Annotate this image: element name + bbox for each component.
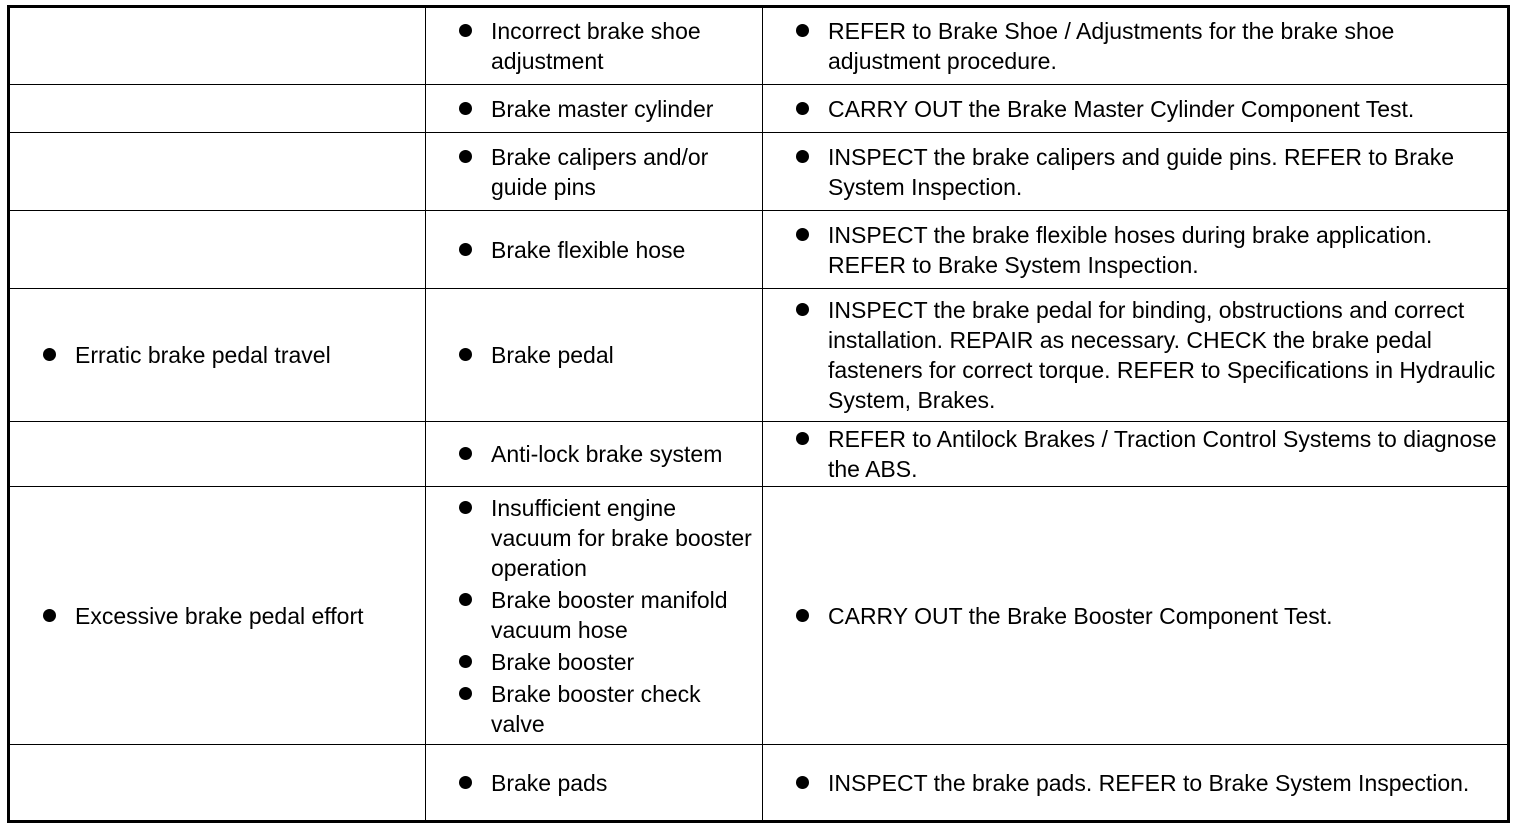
bullet-icon bbox=[459, 593, 472, 606]
bullet-icon bbox=[796, 776, 809, 789]
action-cell bbox=[763, 745, 1509, 822]
source-list bbox=[452, 340, 752, 370]
symptom-cell bbox=[9, 487, 426, 745]
action-cell bbox=[763, 289, 1509, 422]
symptom-cell bbox=[9, 7, 426, 85]
bullet-icon bbox=[796, 24, 809, 37]
table-row bbox=[9, 85, 1509, 133]
source-text: Brake calipers and/or guide pins bbox=[491, 143, 709, 200]
table-row bbox=[9, 289, 1509, 422]
bullet-icon bbox=[459, 243, 472, 256]
action-list bbox=[789, 295, 1499, 415]
source-text: Brake booster manifold vacuum hose bbox=[491, 586, 728, 643]
source-item bbox=[452, 768, 752, 798]
source-text: Anti-lock brake system bbox=[491, 441, 723, 467]
source-cell bbox=[426, 85, 763, 133]
bullet-icon bbox=[459, 447, 472, 460]
bullet-icon bbox=[796, 609, 809, 622]
symptom-item bbox=[36, 601, 417, 631]
source-list bbox=[452, 439, 752, 469]
source-item bbox=[452, 647, 752, 677]
action-item bbox=[789, 768, 1499, 798]
bullet-icon bbox=[796, 102, 809, 115]
source-item bbox=[452, 94, 752, 124]
bullet-icon bbox=[459, 687, 472, 700]
source-item bbox=[452, 340, 752, 370]
symptom-list bbox=[36, 340, 417, 370]
table-row bbox=[9, 211, 1509, 289]
bullet-icon bbox=[459, 102, 472, 115]
source-text: Brake booster bbox=[491, 648, 635, 675]
source-cell bbox=[426, 211, 763, 289]
source-cell bbox=[426, 289, 763, 422]
action-item bbox=[789, 16, 1499, 76]
table-row bbox=[9, 7, 1509, 85]
bullet-icon bbox=[459, 150, 472, 163]
action-text: INSPECT the brake flexible hoses during brake application. REFER to Brake System Inspection. bbox=[828, 221, 1433, 278]
diagnosis-table bbox=[7, 5, 1510, 823]
source-text: Incorrect brake shoe adjustment bbox=[491, 18, 701, 74]
bullet-icon bbox=[796, 303, 809, 316]
source-cell bbox=[426, 487, 763, 745]
diagnosis-table-body bbox=[9, 7, 1509, 822]
table-row bbox=[9, 745, 1509, 822]
table-row bbox=[9, 133, 1509, 211]
source-list bbox=[452, 94, 752, 124]
action-item bbox=[789, 424, 1499, 484]
action-cell bbox=[763, 211, 1509, 289]
source-item bbox=[452, 585, 752, 645]
bullet-icon bbox=[43, 609, 56, 622]
bullet-icon bbox=[459, 24, 472, 37]
table-row bbox=[9, 487, 1509, 745]
action-item bbox=[789, 142, 1499, 202]
symptom-cell bbox=[9, 133, 426, 211]
bullet-icon bbox=[459, 655, 472, 668]
action-item bbox=[789, 94, 1499, 124]
source-text: Insufficient engine vacuum for brake booster operation bbox=[491, 494, 752, 581]
source-item bbox=[452, 16, 752, 76]
symptom-cell bbox=[9, 422, 426, 487]
source-text: Brake flexible hose bbox=[491, 236, 686, 263]
bullet-icon bbox=[43, 348, 56, 361]
symptom-text: Excessive brake pedal effort bbox=[75, 602, 364, 629]
action-text: INSPECT the brake calipers and guide pins. REFER to Brake System Inspection. bbox=[828, 143, 1454, 200]
action-list bbox=[789, 16, 1499, 76]
source-item bbox=[452, 142, 752, 202]
action-item bbox=[789, 295, 1499, 415]
bullet-icon bbox=[796, 432, 809, 445]
table-row bbox=[9, 422, 1509, 487]
source-item bbox=[452, 679, 752, 739]
action-list bbox=[789, 424, 1499, 484]
action-list bbox=[789, 601, 1499, 631]
action-text: CARRY OUT the Brake Booster Component Test. bbox=[828, 602, 1333, 629]
action-text: INSPECT the brake pedal for binding, obstructions and correct installation. REPAIR as necessary. CHECK the brake pedal fasteners for correct torque. REFER to Specifications in Hydraulic System, Brakes. bbox=[828, 297, 1496, 413]
action-text: REFER to Brake Shoe / Adjustments for the brake shoe adjustment procedure. bbox=[828, 18, 1395, 74]
action-cell bbox=[763, 133, 1509, 211]
symptom-cell bbox=[9, 211, 426, 289]
action-item bbox=[789, 601, 1499, 631]
action-text: REFER to Antilock Brakes / Traction Control Systems to diagnose the ABS. bbox=[828, 426, 1497, 482]
source-list bbox=[452, 493, 752, 739]
source-text: Brake pads bbox=[491, 769, 608, 796]
bullet-icon bbox=[796, 150, 809, 163]
source-list bbox=[452, 235, 752, 265]
bullet-icon bbox=[796, 228, 809, 241]
action-list bbox=[789, 768, 1499, 798]
action-cell bbox=[763, 85, 1509, 133]
source-item bbox=[452, 235, 752, 265]
symptom-list bbox=[36, 601, 417, 631]
action-list bbox=[789, 220, 1499, 280]
symptom-cell bbox=[9, 745, 426, 822]
bullet-icon bbox=[459, 501, 472, 514]
source-list bbox=[452, 16, 752, 76]
source-list bbox=[452, 142, 752, 202]
action-item bbox=[789, 220, 1499, 280]
bullet-icon bbox=[459, 348, 472, 361]
action-cell bbox=[763, 7, 1509, 85]
action-cell bbox=[763, 487, 1509, 745]
source-text: Brake master cylinder bbox=[491, 95, 714, 122]
symptom-item bbox=[36, 340, 417, 370]
source-item bbox=[452, 493, 752, 583]
symptom-cell bbox=[9, 289, 426, 422]
source-list bbox=[452, 768, 752, 798]
action-text: CARRY OUT the Brake Master Cylinder Component Test. bbox=[828, 95, 1415, 122]
source-text: Brake booster check valve bbox=[491, 680, 701, 737]
source-text: Brake pedal bbox=[491, 342, 614, 368]
symptom-cell bbox=[9, 85, 426, 133]
bullet-icon bbox=[459, 776, 472, 789]
action-cell bbox=[763, 422, 1509, 487]
action-list bbox=[789, 142, 1499, 202]
source-cell bbox=[426, 7, 763, 85]
source-cell bbox=[426, 133, 763, 211]
symptom-text: Erratic brake pedal travel bbox=[75, 342, 331, 368]
source-item bbox=[452, 439, 752, 469]
action-list bbox=[789, 94, 1499, 124]
source-cell bbox=[426, 422, 763, 487]
action-text: INSPECT the brake pads. REFER to Brake System Inspection. bbox=[828, 769, 1470, 796]
source-cell bbox=[426, 745, 763, 822]
